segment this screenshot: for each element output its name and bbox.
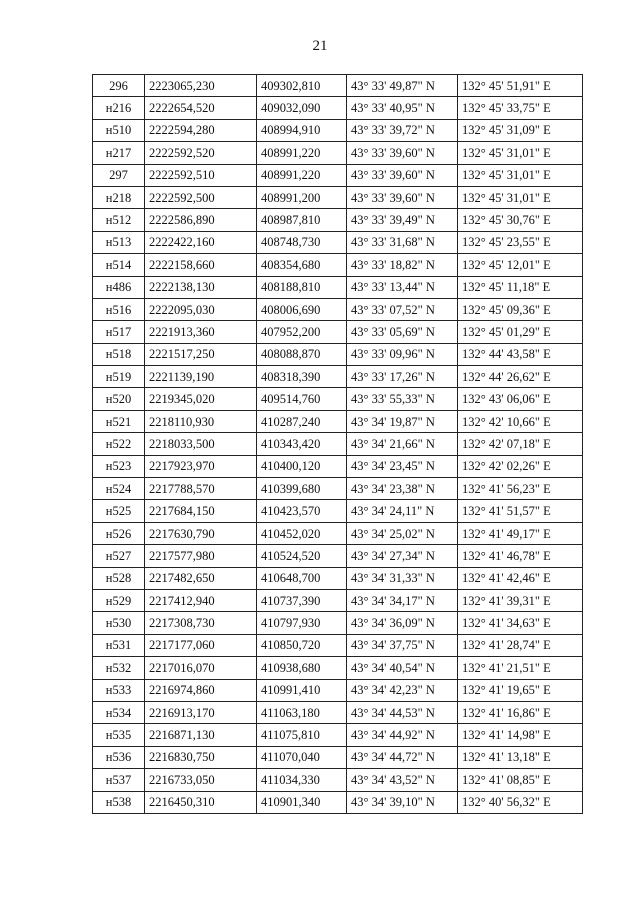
longitude-cell: 132° 41' 28,74" E (458, 634, 583, 656)
y-coordinate-cell: 408318,390 (257, 366, 347, 388)
latitude-cell: 43° 33' 40,95" N (347, 97, 458, 119)
table-row (93, 657, 583, 679)
x-coordinate-cell: 2217412,940 (145, 589, 257, 611)
longitude-cell: 132° 41' 42,46" E (458, 567, 583, 589)
longitude-cell: 132° 45' 31,01" E (458, 186, 583, 208)
latitude-cell: 43° 33' 49,87" N (347, 75, 458, 97)
table-row (93, 433, 583, 455)
x-coordinate-cell: 2216733,050 (145, 769, 257, 791)
table-row (93, 545, 583, 567)
y-coordinate-cell: 408991,220 (257, 164, 347, 186)
x-coordinate-cell: 2222592,500 (145, 186, 257, 208)
y-coordinate-cell: 410452,020 (257, 522, 347, 544)
y-coordinate-cell: 408188,810 (257, 276, 347, 298)
latitude-cell: 43° 34' 39,10" N (347, 791, 458, 813)
y-coordinate-cell: 410400,120 (257, 455, 347, 477)
table-row (93, 746, 583, 768)
x-coordinate-cell: 2216871,130 (145, 724, 257, 746)
point-id-cell: н527 (93, 545, 145, 567)
point-id-cell: н216 (93, 97, 145, 119)
table-row (93, 298, 583, 320)
longitude-cell: 132° 41' 49,17" E (458, 522, 583, 544)
x-coordinate-cell: 2219345,020 (145, 388, 257, 410)
x-coordinate-cell: 2222095,030 (145, 298, 257, 320)
y-coordinate-cell: 410524,520 (257, 545, 347, 567)
point-id-cell: н538 (93, 791, 145, 813)
y-coordinate-cell: 408748,730 (257, 231, 347, 253)
latitude-cell: 43° 34' 44,72" N (347, 746, 458, 768)
point-id-cell: н528 (93, 567, 145, 589)
x-coordinate-cell: 2222654,520 (145, 97, 257, 119)
point-id-cell: н537 (93, 769, 145, 791)
longitude-cell: 132° 45' 31,09" E (458, 119, 583, 141)
y-coordinate-cell: 411070,040 (257, 746, 347, 768)
longitude-cell: 132° 41' 16,86" E (458, 701, 583, 723)
point-id-cell: н525 (93, 500, 145, 522)
longitude-cell: 132° 41' 08,85" E (458, 769, 583, 791)
latitude-cell: 43° 34' 24,11" N (347, 500, 458, 522)
x-coordinate-cell: 2221913,360 (145, 321, 257, 343)
y-coordinate-cell: 407952,200 (257, 321, 347, 343)
coordinates-table-body (93, 75, 583, 814)
point-id-cell: н510 (93, 119, 145, 141)
longitude-cell: 132° 43' 06,06" E (458, 388, 583, 410)
latitude-cell: 43° 33' 13,44" N (347, 276, 458, 298)
y-coordinate-cell: 410423,570 (257, 500, 347, 522)
latitude-cell: 43° 34' 40,54" N (347, 657, 458, 679)
x-coordinate-cell: 2217630,790 (145, 522, 257, 544)
longitude-cell: 132° 45' 12,01" E (458, 254, 583, 276)
latitude-cell: 43° 34' 36,09" N (347, 612, 458, 634)
latitude-cell: 43° 34' 44,92" N (347, 724, 458, 746)
longitude-cell: 132° 45' 31,01" E (458, 164, 583, 186)
latitude-cell: 43° 33' 09,96" N (347, 343, 458, 365)
latitude-cell: 43° 33' 07,52" N (347, 298, 458, 320)
longitude-cell: 132° 41' 21,51" E (458, 657, 583, 679)
point-id-cell: н520 (93, 388, 145, 410)
longitude-cell: 132° 41' 39,31" E (458, 589, 583, 611)
latitude-cell: 43° 33' 39,60" N (347, 142, 458, 164)
point-id-cell: н524 (93, 478, 145, 500)
page-number: 21 (312, 38, 328, 54)
latitude-cell: 43° 34' 27,34" N (347, 545, 458, 567)
latitude-cell: 43° 33' 39,49" N (347, 209, 458, 231)
latitude-cell: 43° 34' 37,75" N (347, 634, 458, 656)
x-coordinate-cell: 2222592,510 (145, 164, 257, 186)
latitude-cell: 43° 34' 19,87" N (347, 410, 458, 432)
x-coordinate-cell: 2222594,280 (145, 119, 257, 141)
table-row (93, 478, 583, 500)
longitude-cell: 132° 45' 51,91" E (458, 75, 583, 97)
longitude-cell: 132° 41' 51,57" E (458, 500, 583, 522)
table-row (93, 366, 583, 388)
table-row (93, 634, 583, 656)
y-coordinate-cell: 408991,200 (257, 186, 347, 208)
table-row (93, 791, 583, 813)
longitude-cell: 132° 45' 11,18" E (458, 276, 583, 298)
table-row (93, 209, 583, 231)
longitude-cell: 132° 45' 01,29" E (458, 321, 583, 343)
x-coordinate-cell: 2222586,890 (145, 209, 257, 231)
longitude-cell: 132° 41' 46,78" E (458, 545, 583, 567)
point-id-cell: н535 (93, 724, 145, 746)
latitude-cell: 43° 34' 34,17" N (347, 589, 458, 611)
point-id-cell: н536 (93, 746, 145, 768)
x-coordinate-cell: 2217016,070 (145, 657, 257, 679)
latitude-cell: 43° 33' 31,68" N (347, 231, 458, 253)
x-coordinate-cell: 2216830,750 (145, 746, 257, 768)
point-id-cell: н533 (93, 679, 145, 701)
y-coordinate-cell: 409514,760 (257, 388, 347, 410)
longitude-cell: 132° 45' 33,75" E (458, 97, 583, 119)
table-row (93, 231, 583, 253)
point-id-cell: н512 (93, 209, 145, 231)
x-coordinate-cell: 2217482,650 (145, 567, 257, 589)
latitude-cell: 43° 33' 05,69" N (347, 321, 458, 343)
x-coordinate-cell: 2217577,980 (145, 545, 257, 567)
point-id-cell: н532 (93, 657, 145, 679)
y-coordinate-cell: 411063,180 (257, 701, 347, 723)
longitude-cell: 132° 41' 56,23" E (458, 478, 583, 500)
y-coordinate-cell: 410797,930 (257, 612, 347, 634)
longitude-cell: 132° 44' 43,58" E (458, 343, 583, 365)
latitude-cell: 43° 33' 39,60" N (347, 164, 458, 186)
table-row (93, 254, 583, 276)
table-row (93, 410, 583, 432)
y-coordinate-cell: 409302,810 (257, 75, 347, 97)
longitude-cell: 132° 45' 23,55" E (458, 231, 583, 253)
y-coordinate-cell: 408994,910 (257, 119, 347, 141)
table-row (93, 321, 583, 343)
y-coordinate-cell: 408987,810 (257, 209, 347, 231)
x-coordinate-cell: 2217923,970 (145, 455, 257, 477)
longitude-cell: 132° 41' 19,65" E (458, 679, 583, 701)
longitude-cell: 132° 45' 30,76" E (458, 209, 583, 231)
x-coordinate-cell: 2216974,860 (145, 679, 257, 701)
y-coordinate-cell: 411034,330 (257, 769, 347, 791)
x-coordinate-cell: 2222592,520 (145, 142, 257, 164)
latitude-cell: 43° 34' 21,66" N (347, 433, 458, 455)
latitude-cell: 43° 33' 39,72" N (347, 119, 458, 141)
point-id-cell: н518 (93, 343, 145, 365)
point-id-cell: 296 (93, 75, 145, 97)
point-id-cell: н513 (93, 231, 145, 253)
latitude-cell: 43° 34' 43,52" N (347, 769, 458, 791)
y-coordinate-cell: 410991,410 (257, 679, 347, 701)
point-id-cell: 297 (93, 164, 145, 186)
longitude-cell: 132° 42' 07,18" E (458, 433, 583, 455)
table-row (93, 119, 583, 141)
y-coordinate-cell: 410287,240 (257, 410, 347, 432)
longitude-cell: 132° 41' 13,18" E (458, 746, 583, 768)
table-row (93, 769, 583, 791)
point-id-cell: н531 (93, 634, 145, 656)
x-coordinate-cell: 2216913,170 (145, 701, 257, 723)
y-coordinate-cell: 408991,220 (257, 142, 347, 164)
point-id-cell: н523 (93, 455, 145, 477)
y-coordinate-cell: 408088,870 (257, 343, 347, 365)
latitude-cell: 43° 34' 44,53" N (347, 701, 458, 723)
point-id-cell: н519 (93, 366, 145, 388)
x-coordinate-cell: 2217684,150 (145, 500, 257, 522)
point-id-cell: н530 (93, 612, 145, 634)
point-id-cell: н217 (93, 142, 145, 164)
table-row (93, 589, 583, 611)
x-coordinate-cell: 2221517,250 (145, 343, 257, 365)
x-coordinate-cell: 2218033,500 (145, 433, 257, 455)
x-coordinate-cell: 2222158,660 (145, 254, 257, 276)
table-row (93, 75, 583, 97)
table-row (93, 142, 583, 164)
coordinates-table (92, 74, 583, 814)
x-coordinate-cell: 2223065,230 (145, 75, 257, 97)
latitude-cell: 43° 34' 31,33" N (347, 567, 458, 589)
x-coordinate-cell: 2222422,160 (145, 231, 257, 253)
longitude-cell: 132° 40' 56,32" E (458, 791, 583, 813)
latitude-cell: 43° 33' 18,82" N (347, 254, 458, 276)
x-coordinate-cell: 2217788,570 (145, 478, 257, 500)
point-id-cell: н514 (93, 254, 145, 276)
point-id-cell: н526 (93, 522, 145, 544)
table-row (93, 343, 583, 365)
point-id-cell: н529 (93, 589, 145, 611)
longitude-cell: 132° 44' 26,62" E (458, 366, 583, 388)
latitude-cell: 43° 33' 39,60" N (347, 186, 458, 208)
table-row (93, 186, 583, 208)
latitude-cell: 43° 34' 25,02" N (347, 522, 458, 544)
point-id-cell: н218 (93, 186, 145, 208)
latitude-cell: 43° 33' 55,33" N (347, 388, 458, 410)
x-coordinate-cell: 2222138,130 (145, 276, 257, 298)
table-row (93, 276, 583, 298)
table-row (93, 500, 583, 522)
y-coordinate-cell: 410938,680 (257, 657, 347, 679)
y-coordinate-cell: 410343,420 (257, 433, 347, 455)
y-coordinate-cell: 410850,720 (257, 634, 347, 656)
y-coordinate-cell: 410648,700 (257, 567, 347, 589)
x-coordinate-cell: 2216450,310 (145, 791, 257, 813)
y-coordinate-cell: 410737,390 (257, 589, 347, 611)
latitude-cell: 43° 33' 17,26" N (347, 366, 458, 388)
longitude-cell: 132° 45' 09,36" E (458, 298, 583, 320)
longitude-cell: 132° 42' 10,66" E (458, 410, 583, 432)
point-id-cell: н516 (93, 298, 145, 320)
table-row (93, 701, 583, 723)
table-row (93, 724, 583, 746)
longitude-cell: 132° 42' 02,26" E (458, 455, 583, 477)
x-coordinate-cell: 2217177,060 (145, 634, 257, 656)
table-row (93, 97, 583, 119)
table-row (93, 612, 583, 634)
longitude-cell: 132° 45' 31,01" E (458, 142, 583, 164)
y-coordinate-cell: 408006,690 (257, 298, 347, 320)
x-coordinate-cell: 2221139,190 (145, 366, 257, 388)
longitude-cell: 132° 41' 34,63" E (458, 612, 583, 634)
longitude-cell: 132° 41' 14,98" E (458, 724, 583, 746)
table-row (93, 455, 583, 477)
table-row (93, 679, 583, 701)
latitude-cell: 43° 34' 23,45" N (347, 455, 458, 477)
latitude-cell: 43° 34' 42,23" N (347, 679, 458, 701)
table-row (93, 567, 583, 589)
table-row (93, 388, 583, 410)
point-id-cell: н522 (93, 433, 145, 455)
point-id-cell: н486 (93, 276, 145, 298)
y-coordinate-cell: 410901,340 (257, 791, 347, 813)
table-row (93, 522, 583, 544)
table-row (93, 164, 583, 186)
y-coordinate-cell: 408354,680 (257, 254, 347, 276)
point-id-cell: н517 (93, 321, 145, 343)
point-id-cell: н534 (93, 701, 145, 723)
y-coordinate-cell: 410399,680 (257, 478, 347, 500)
x-coordinate-cell: 2218110,930 (145, 410, 257, 432)
y-coordinate-cell: 411075,810 (257, 724, 347, 746)
point-id-cell: н521 (93, 410, 145, 432)
x-coordinate-cell: 2217308,730 (145, 612, 257, 634)
latitude-cell: 43° 34' 23,38" N (347, 478, 458, 500)
y-coordinate-cell: 409032,090 (257, 97, 347, 119)
